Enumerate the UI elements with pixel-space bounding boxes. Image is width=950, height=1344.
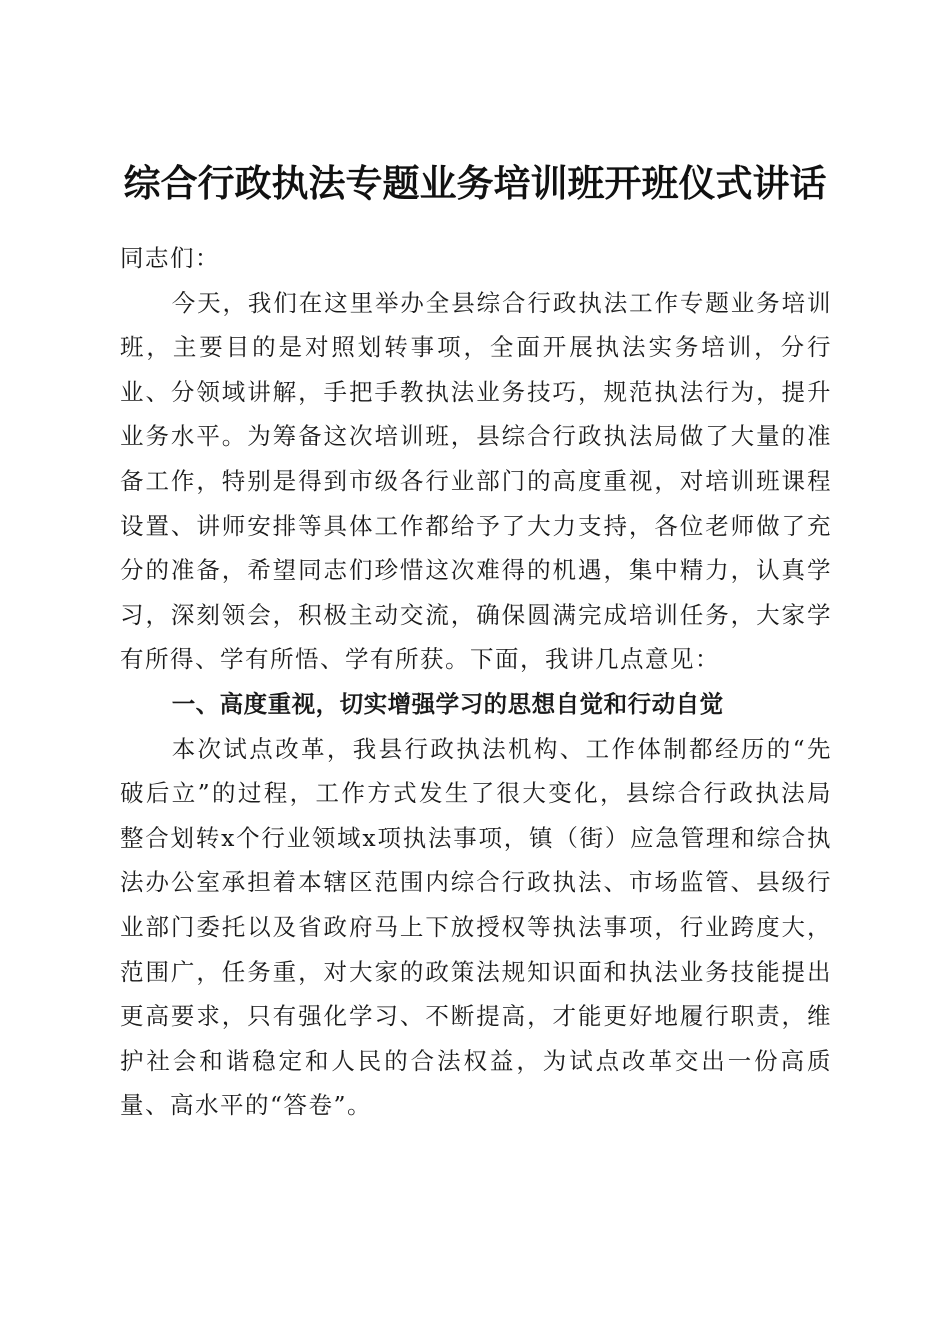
document-body: [120, 236, 832, 1128]
section-1-paragraph: 本次试点改革，我县行政执法机构、工作体制都经历的“先破后立”的过程，工作方式发生了很大变化，县综合行政执法局整合划转x个行业领域x项执法事项，镇（街）应急管理和综合执法办公室承担着本辖区范围内综合行政执法、市场监管、县级行业部门委托以及省政府马上下放授权等执法事项，行业跨度大，范围广，任务重，对大家的政策法规知识面和执法业务技能提出更高要求，只有强化学习、不断提高，才能更好地履行职责，维护社会和谐稳定和人民的合法权益，为试点改革交出一份高质量、高水平的“答卷”。: [120, 734, 832, 1120]
section-heading-1: 一、高度重视，切实增强学习的思想自觉和行动自觉: [171, 689, 724, 718]
intro-paragraph: 今天，我们在这里举办全县综合行政执法工作专题业务培训班，主要目的是对照划转事项，全面开展执法实务培训，分行业、分领域讲解，手把手教执法业务技巧，规范执法行为，提升业务水平。为筹备这次培训班，县综合行政执法局做了大量的准备工作，特别是得到市级各行业部门的高度重视，对培训班课程设置、讲师安排等具体工作都给予了大力支持，各位老师做了充分的准备，希望同志们珍惜这次难得的机遇，集中精力，认真学习，深刻领会，积极主动交流，确保圆满完成培训任务，大家学有所得、学有所悟、学有所获。下面，我讲几点意见：: [120, 288, 832, 674]
salutation: 同志们：: [120, 244, 220, 272]
document-title: 综合行政执法专题业务培训班开班仪式讲话: [123, 160, 827, 205]
